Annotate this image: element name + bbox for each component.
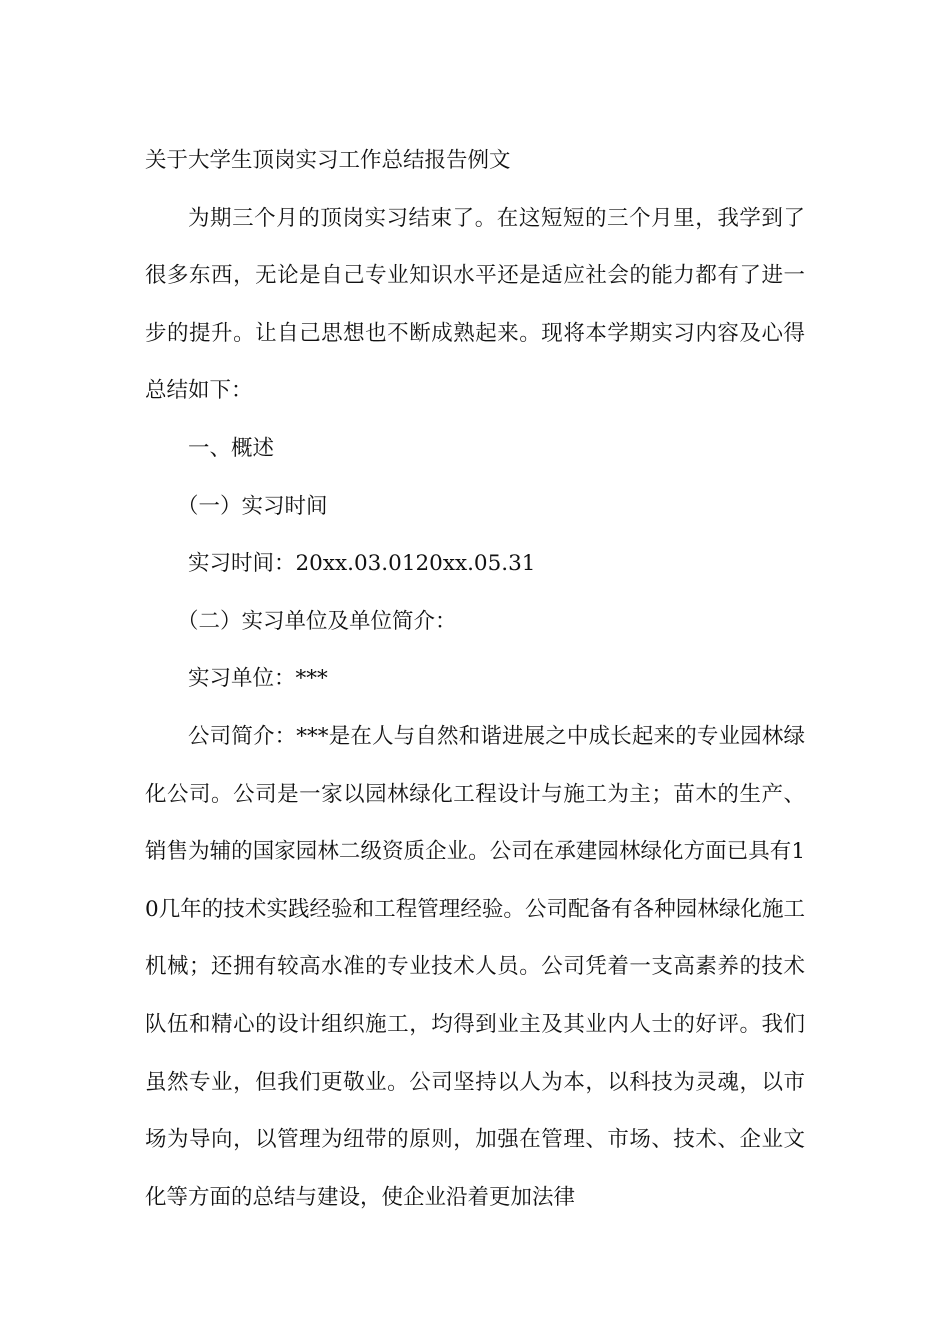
intro-paragraph: 为期三个月的顶岗实习结束了。在这短短的三个月里，我学到了很多东西，无论是自己专业知识水平还是适应社会的能力都有了进一步的提升。让自己思想也不断成熟起来。现将本学期实习内容及心得总结如下：: [145, 205, 805, 404]
internship-time-line: 实习时间：20xx.03.0120xx.05.31: [188, 551, 536, 577]
company-intro-paragraph: 公司简介：***是在人与自然和谐进展之中成长起来的专业园林绿化公司。公司是一家以园林绿化工程设计与施工为主；苗木的生产、销售为辅的国家园林二级资质企业。公司在承建园林绿化方面已具有10几年的技术实践经验和工程管理经验。公司配备有各种园林绿化施工机械；还拥有较高水准的专业技术人员。公司凭着一支高素养的技术队伍和精心的设计组织施工，均得到业主及其业内人士的好评。我们虽然专业，但我们更敬业。公司坚持以人为本，以科技为灵魂，以市场为导向，以管理为纽带的原则，加强在管理、市场、技术、企业文化等方面的总结与建设，使企业沿着更加法律: [145, 723, 805, 1210]
document-body: [145, 132, 805, 1226]
subsection-heading-time: （一）实习时间: [177, 493, 328, 519]
section-heading-overview: 一、概述: [188, 435, 275, 461]
subsection-heading-unit: （二）实习单位及单位简介：: [177, 608, 457, 634]
internship-unit-line: 实习单位：***: [188, 666, 328, 692]
document-title: 关于大学生顶岗实习工作总结报告例文: [145, 148, 511, 173]
